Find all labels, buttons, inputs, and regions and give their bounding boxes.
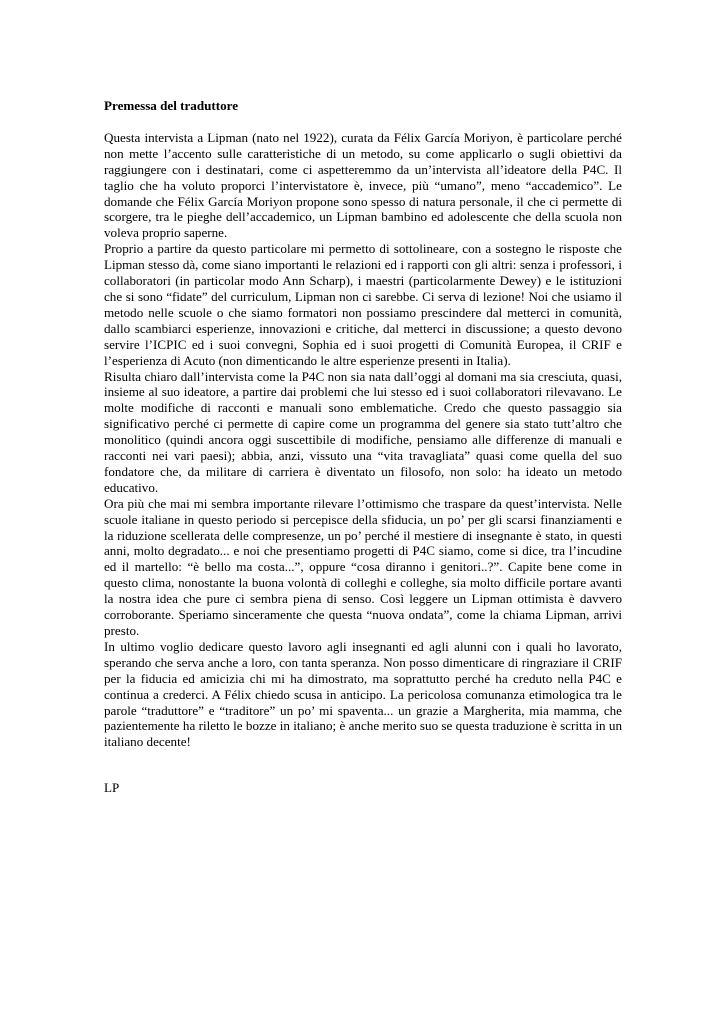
paragraph-history: Risulta chiaro dall’intervista come la P4C non sia nata dall’oggi al domani ma sia cresciuta, quasi, insieme al suo ideatore, a partire dai problemi che lui stesso ed i suoi collaboratori rilevavano. Le molte modifiche di racconti e manuali sono emblematiche. Credo che questo passaggio sia significativo perché ci permette di capire come un programma del genere sia stato tutt’altro che monolitico (quindi ancora oggi suscettibile di modifiche, pensiamo alle differenze di manuali e racconti nei vari paesi); abbia, anzi, vissuto una “vita travagliata” quasi come quella del suo fondatore che, da militare di carriera è diventato un filosofo, non solo: ha ideato un metodo educativo. <box>104 368 622 495</box>
document-title: Premessa del traduttore <box>104 98 239 113</box>
paragraph-optimism: Ora più che mai mi sembra importante rilevare l’ottimismo che traspare da quest’intervista. Nelle scuole italiane in questo periodo si percepisce della sfiducia, un po’ per gli scarsi finanziamenti e la riduzione scellerata delle compresenze, un po’ perché il mestiere di insegnante è stato, in questi anni, molto degradato... e noi che presentiamo progetti di P4C siamo, come si dice, tra l’incudine ed il martello: “è bello ma costa...”, oppure “cosa diranno i genitori..?”. Capite bene come in questo clima, nonostante la buona volontà di colleghi e colleghe, sia molto difficile portare avanti la nostra idea che pure ci sembra piena di senso. Così leggere un Lipman ottimista è davvero corroborante. Speriamo sinceramente che questa “nuova ondata”, come la chiama Lipman, arrivi presto. <box>104 495 622 638</box>
paragraph-relations: Proprio a partire da questo particolare mi permetto di sottolineare, con a sostegno le risposte che Lipman stesso dà, come siano importanti le relazioni ed i rapporti con gli altri: senza i professori, i collaboratori (in particolar modo Ann Scharp), i maestri (particolarmente Dewey) e le istituzioni che si sono “fidate” del curriculum, Lipman non ci sarebbe. Ci serva di lezione! Noi che usiamo il metodo nelle scuole o che siamo formatori non possiamo prescindere dal metterci in comunità, dallo scambiarci esperienze, innovazioni e critiche, dal metterci in discussione; a questo devono servire l’ICPIC ed i suoi convegni, Sophia ed i suoi progetti di Comunità Europea, il CRIF e l’esperienza di Acuto (non dimenticando le altre esperienze presenti in Italia). <box>104 241 622 368</box>
paragraph-intro: Questa intervista a Lipman (nato nel 1922), curata da Félix García Moriyon, è particolare perché non mette l’accento sulle caratteristiche di un metodo, su come applicarlo o sugli obiettivi da raggiungere con i destinatari, come ci aspetteremmo da un’intervista all’ideatore della P4C. Il taglio che ha voluto proporci l’intervistatore è, invece, più “umano”, meno “accademico”. Le domande che Félix García Moriyon propone sono spesso di natura personale, il che ci permette di scorgere, tra le pieghe dell’accademico, un Lipman bambino ed adolescente che della scuola non voleva proprio saperne. <box>104 129 622 241</box>
paragraph-dedication: In ultimo voglio dedicare questo lavoro agli insegnanti ed agli alunni con i quali ho lavorato, sperando che serva anche a loro, con tanta speranza. Non posso dimenticare di ringraziare il CRIF per la fiducia ed amicizia chi mi ha dimostrato, ma soprattutto perché ha creduto nella P4C e continua a crederci. A Félix chiedo scusa in anticipo. La pericolosa comunanza etimologica tra le parole “traduttore” e “traditore” un po’ mi spaventa... un grazie a Margherita, mia mamma, che pazientemente ha riletto le bozze in italiano; è anche merito suo se questa traduzione è scritta in un italiano decente! <box>104 638 622 750</box>
signature: LP <box>104 780 120 796</box>
document-body <box>104 98 622 796</box>
